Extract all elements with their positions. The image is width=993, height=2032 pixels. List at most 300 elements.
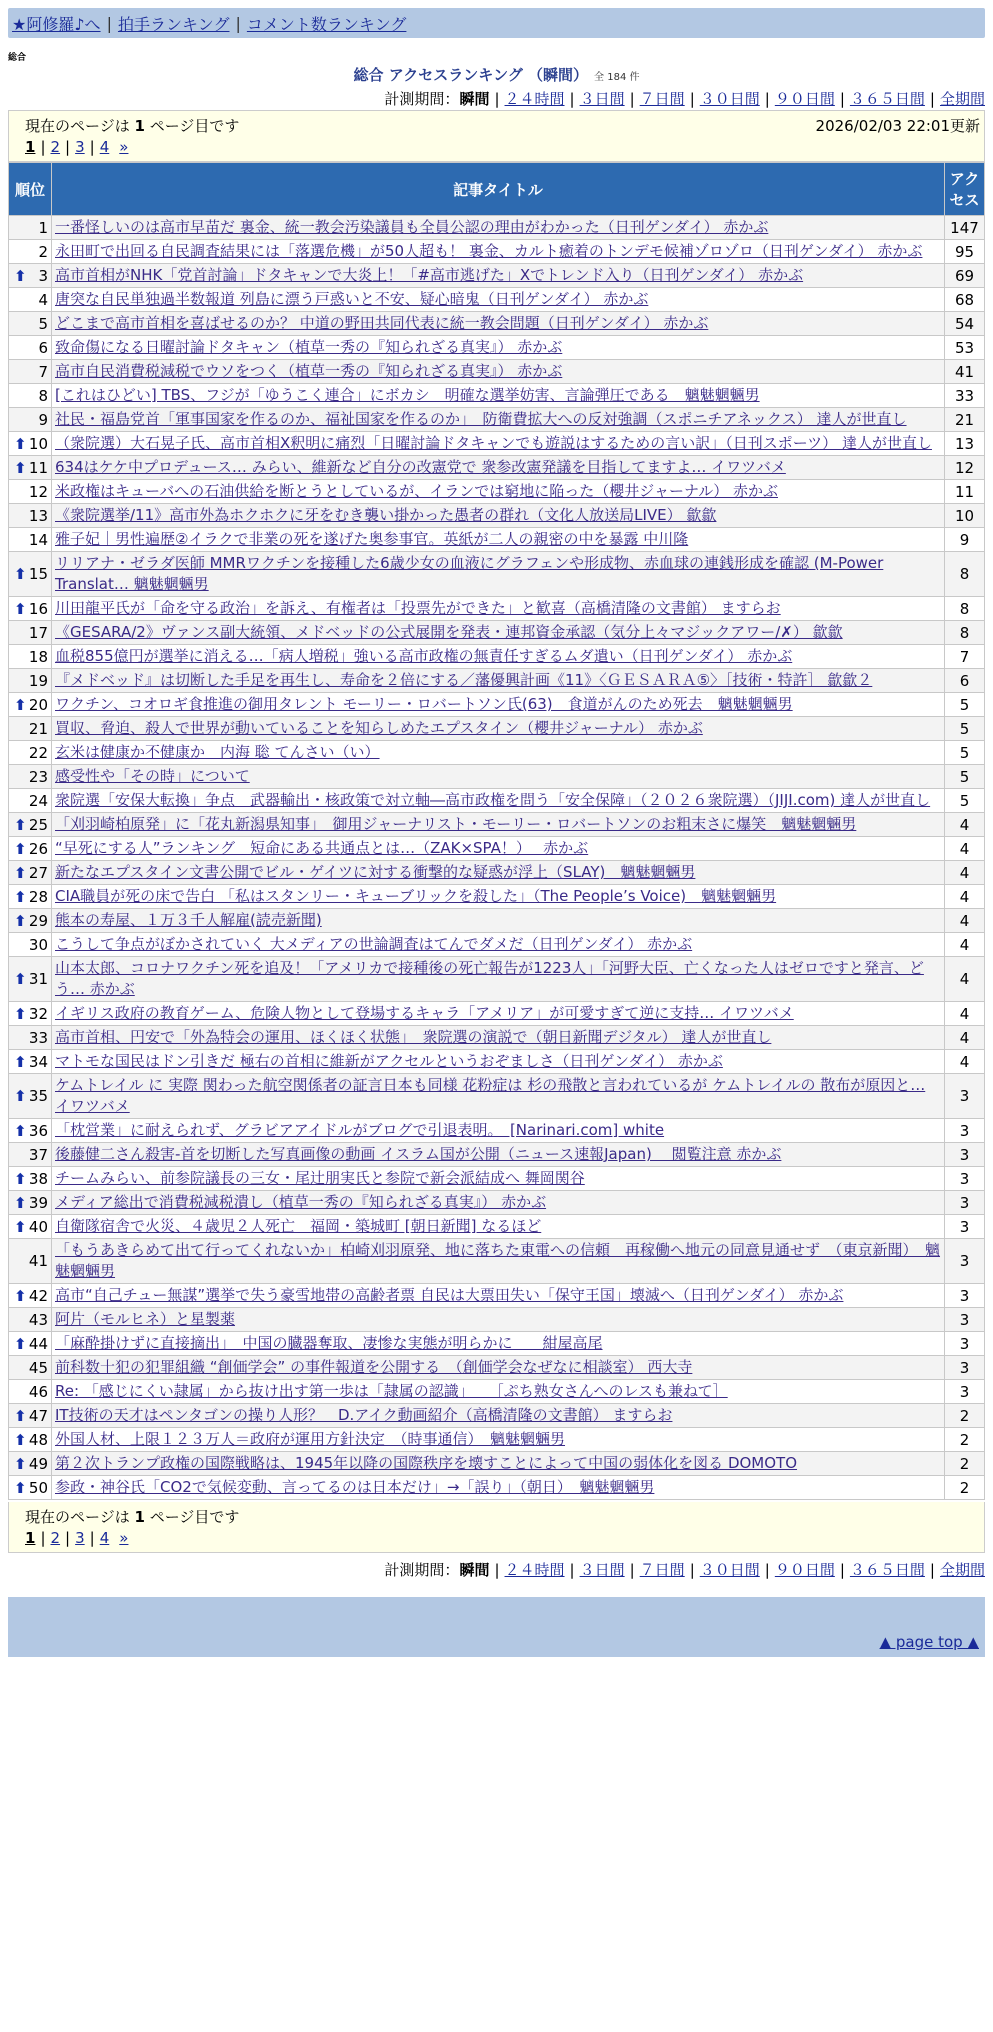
title-cell (52, 789, 945, 813)
title-cell (52, 288, 945, 312)
title-cell (52, 909, 945, 933)
table-row (9, 621, 985, 645)
rank-cell (9, 1026, 52, 1050)
table-row (9, 1167, 985, 1191)
title-cell (52, 885, 945, 909)
table-row (9, 1356, 985, 1380)
access-count: 3 (945, 1380, 985, 1404)
access-count: 9 (945, 528, 985, 552)
rank-cell (9, 669, 52, 693)
article-link[interactable]: 外国人材、上限１２３万人＝政府が運用方針決定 （時事通信） 魑魅魍魎男 (55, 1430, 566, 1448)
rank-up-arrow-icon: ⬆ (14, 599, 27, 618)
period-option[interactable]: 全期間 (939, 90, 985, 108)
article-link[interactable]: 高市首相がNHK「党首討論」ドタキャンで大炎上！「#高市逃げた」Xでトレンド入り（日刊ゲンダイ） 赤かぶ (55, 266, 804, 284)
article-link[interactable]: イギリス政府の教育ゲーム、危険人物として登場するキャラ「アメリア」が可愛すぎて逆に支持… イワツバメ (55, 1004, 794, 1022)
table-row (9, 504, 985, 528)
article-link[interactable]: 「麻酔掛けずに直接摘出」 中国の臓器奪取、凄惨な実態が明らかに 紺屋高尾 (55, 1334, 603, 1352)
period-label: 計測期間： (384, 90, 460, 108)
rank-number: 30 (28, 935, 48, 954)
rank-up-arrow-icon: ⬆ (14, 1004, 27, 1023)
home-link[interactable]: ★阿修羅♪へ (12, 14, 101, 34)
article-link[interactable]: [これはひどい] TBS、フジが「ゆうこく連合」にボカシ 明確な選挙妨害、言論弾圧である 魑魅魍魎男 (55, 386, 760, 404)
title-cell (52, 1050, 945, 1074)
rank-number: 2 (38, 242, 48, 261)
rank-number: 49 (28, 1454, 48, 1473)
access-count: 12 (945, 456, 985, 480)
access-count: 5 (945, 741, 985, 765)
access-count: 54 (945, 312, 985, 336)
table-row (9, 957, 985, 1002)
rank-up-arrow-icon: ⬆ (14, 565, 27, 583)
article-link[interactable]: 参政・神谷氏「CO2で気候変動、言ってるのは日本だけ」→「誤り」（朝日） 魑魅魍魎男 (55, 1478, 655, 1496)
rank-up-arrow-icon: ⬆ (14, 266, 27, 285)
table-row (9, 885, 985, 909)
title-cell (52, 408, 945, 432)
article-link[interactable]: 「枕営業」に耐えられず、グラビアアイドルがブログで引退表明。 [Narinari.com] white (55, 1121, 665, 1139)
article-link[interactable]: 米政権はキューバへの石油供給を断とうとしているが、イランでは窮地に陥った（櫻井ジャーナル） 赤かぶ (55, 482, 778, 500)
title-cell (52, 1332, 945, 1356)
period-option[interactable]: ３６５日間 (849, 1561, 925, 1579)
article-link[interactable]: 川田龍平氏が「命を守る政治」を訴え、有権者は「投票先ができた」と歓喜（高橋清隆の文書館） ますらお (55, 599, 781, 617)
access-count: 4 (945, 957, 985, 1002)
rank-number: 7 (38, 362, 48, 381)
rank-number: 44 (28, 1334, 48, 1353)
rank-cell (9, 336, 52, 360)
article-link[interactable]: 一番怪しいのは高市早苗だ 裏金、統一教会汚染議員も全員公認の理由がわかった（日刊ゲンダイ） 赤かぶ (55, 218, 769, 236)
rank-cell (9, 1074, 52, 1119)
table-row (9, 1452, 985, 1476)
rank-number: 18 (28, 647, 48, 666)
access-count: 8 (945, 621, 985, 645)
article-link[interactable]: CIA職員が死の床で告白 「私はスタンリー・キューブリックを殺した」（The People’s Voice) 魑魅魍魎男 (55, 887, 777, 905)
access-count: 4 (945, 1050, 985, 1074)
rank-cell (9, 1002, 52, 1026)
article-link[interactable]: 熊本の寿屋、１万３千人解雇(読売新聞) (55, 911, 322, 929)
article-link[interactable]: 高市首相、円安で「外為特会の運用、ほくほく状態」 衆院選の演説で（朝日新聞デジタル） 達人が世直し (55, 1028, 772, 1046)
period-option[interactable]: ２４時間 (504, 1561, 565, 1579)
article-link[interactable]: 阿片（モルヒネ）と星製薬 (55, 1310, 236, 1328)
col-rank-header: 順位 (9, 163, 52, 216)
rank-number: 24 (28, 791, 48, 810)
rank-cell (9, 240, 52, 264)
title-cell (52, 1026, 945, 1050)
table-row (9, 480, 985, 504)
access-count: 2 (945, 1404, 985, 1428)
access-count: 4 (945, 933, 985, 957)
page-top-bar (8, 1627, 985, 1657)
table-row (9, 1428, 985, 1452)
rank-cell (9, 1119, 52, 1143)
page-link[interactable]: 3 (75, 138, 85, 156)
article-link[interactable]: メディア総出で消費税減税潰し（植草一秀の『知られざる真実』） 赤かぶ (55, 1193, 547, 1211)
updated-timestamp: 2026/02/03 22:01更新 (815, 116, 980, 135)
article-link[interactable]: 玄米は健康か不健康か 内海 聡 てんさい（い） (55, 743, 380, 761)
page-top-link[interactable]: ▲ page top ▲ (879, 1633, 979, 1651)
ranking-table (8, 162, 985, 1500)
rank-number: 21 (28, 719, 48, 738)
article-link[interactable]: 高市“自己チュー無謀”選挙で失う豪雪地帯の高齢者票 自民は大票田失い「保守王国」壊滅へ（日刊ゲンダイ） 赤かぶ (55, 1286, 844, 1304)
period-option[interactable]: ３日間 (579, 1561, 625, 1579)
article-link[interactable]: 社民・福島党首「軍事国家を作るのか、福祉国家を作るのか」 防衛費拡大への反対強調（スポニチアネックス） 達人が世直し (55, 410, 907, 428)
article-link[interactable]: 『メドベッド』は切断した手足を再生し、寿命を２倍にする／藩優興計画《11》〈ＧＥＳＡＲＡ⑤〉［技術・特許］ 歙歙２ (55, 671, 873, 689)
page-link: 1 (25, 1529, 36, 1547)
rank-up-arrow-icon: ⬆ (14, 1121, 27, 1140)
table-row (9, 1143, 985, 1167)
article-link[interactable]: 「もうあきらめて出て行ってくれないか」柏崎刈羽原発、地に落ちた東電への信頼 再稼働へ地元の同意見通せず （東京新聞） 魑魅魍魎男 (55, 1241, 941, 1280)
table-row (9, 1239, 985, 1284)
table-row (9, 645, 985, 669)
article-link[interactable]: 衆院選「安保大転換」争点 武器輸出・核政策で対立軸―高市政権を問う「安全保障」（２０２６衆院選）（JIJI.com) 達人が世直し (55, 791, 931, 809)
access-count: 95 (945, 240, 985, 264)
title-cell (52, 312, 945, 336)
table-row (9, 789, 985, 813)
rank-up-arrow-icon: ⬆ (14, 815, 27, 834)
title-cell (52, 1143, 945, 1167)
table-row (9, 552, 985, 597)
rank-up-arrow-icon: ⬆ (14, 839, 27, 858)
rank-cell (9, 957, 52, 1002)
table-row (9, 432, 985, 456)
rank-cell (9, 1332, 52, 1356)
access-count: 13 (945, 432, 985, 456)
access-count: 5 (945, 765, 985, 789)
page-separator: | (40, 138, 46, 156)
article-link[interactable]: こうして争点がぼかされていく 大メディアの世論調査はてんでダメだ（日刊ゲンダイ） 赤かぶ (55, 935, 693, 953)
article-link[interactable]: 《衆院選挙/11》高市外為ホクホクに牙をむき襲い掛かった愚者の群れ（文化人放送局LIVE） 歙歙 (55, 506, 717, 524)
access-count: 41 (945, 360, 985, 384)
access-count: 5 (945, 789, 985, 813)
rank-cell (9, 1356, 52, 1380)
access-count: 4 (945, 837, 985, 861)
title-cell (52, 456, 945, 480)
rank-number: 17 (28, 623, 48, 642)
period-option[interactable]: ３０日間 (699, 90, 760, 108)
rank-number: 50 (28, 1478, 48, 1497)
rank-cell (9, 1215, 52, 1239)
access-count: 3 (945, 1191, 985, 1215)
article-link[interactable]: 新たなエプスタイン文書公開でビル・ゲイツに対する衝撃的な疑惑が浮上（SLAY) 魑魅魍魎男 (55, 863, 696, 881)
access-count: 3 (945, 1143, 985, 1167)
rank-number: 22 (28, 743, 48, 762)
rank-cell (9, 216, 52, 240)
title-cell (52, 1002, 945, 1026)
page-separator: | (65, 138, 71, 156)
period-separator: | (839, 90, 845, 108)
period-option[interactable]: 全期間 (939, 1561, 985, 1579)
access-count: 11 (945, 480, 985, 504)
rank-number: 6 (38, 338, 48, 357)
rank-up-arrow-icon: ⬆ (14, 1478, 27, 1497)
rank-up-arrow-icon: ⬆ (14, 434, 27, 453)
article-link[interactable]: 634はケケ中プロデュース… みらい、維新など自分の改憲党で 衆参改憲発議を目指してますよ… イワツバメ (55, 458, 786, 476)
rank-number: 25 (28, 815, 48, 834)
title-cell (52, 1452, 945, 1476)
article-link[interactable]: 後藤健二さん殺害-首を切断した写真画像の動画 イスラム国が公開（ニュース速報Japan) 閲覧注意 赤かぶ (55, 1145, 782, 1163)
page-link[interactable]: 2 (50, 1529, 61, 1547)
table-row (9, 861, 985, 885)
period-option[interactable]: ３６５日間 (849, 90, 925, 108)
table-row (9, 933, 985, 957)
title-cell (52, 621, 945, 645)
rank-number: 45 (28, 1358, 48, 1377)
period-option[interactable]: ３日間 (579, 90, 625, 108)
article-link[interactable]: 致命傷になる日曜討論ドタキャン（植草一秀の『知られざる真実』） 赤かぶ (55, 338, 563, 356)
table-row (9, 240, 985, 264)
rank-cell (9, 432, 52, 456)
rank-cell (9, 1404, 52, 1428)
table-row (9, 336, 985, 360)
access-count: 3 (945, 1308, 985, 1332)
period-option[interactable]: ７日間 (639, 90, 685, 108)
article-link[interactable]: 高市自民消費税減税でウソをつく（植草一秀の『知られざる真実』） 赤かぶ (55, 362, 563, 380)
title-cell (52, 1119, 945, 1143)
page-link[interactable]: 4 (99, 138, 110, 156)
access-count: 8 (945, 597, 985, 621)
article-link[interactable]: 感受性や「その時」について (55, 767, 250, 785)
rank-cell (9, 1191, 52, 1215)
title-cell (52, 504, 945, 528)
access-count: 10 (945, 504, 985, 528)
article-link[interactable]: （衆院選）大石晃子氏、高市首相X釈明に痛烈「日曜討論ドタキャンでも遊説はするための言い訳」（日刊スポーツ） 達人が世直し (55, 434, 932, 452)
title-cell (52, 480, 945, 504)
title-cell (52, 813, 945, 837)
rank-up-arrow-icon: ⬆ (14, 458, 27, 477)
rank-cell (9, 480, 52, 504)
table-row (9, 1308, 985, 1332)
article-link[interactable]: ケムトレイル に 実際 関わった航空関係者の証言日本も同様 花粉症は 杉の飛散と言われているが ケムトレイルの 散布が原因と… イワツバメ (55, 1076, 926, 1115)
rank-number: 34 (28, 1052, 48, 1071)
article-link[interactable]: IT技術の天才はペンタゴンの操り人形？ D.アイク動画紹介（高橋清隆の文書館） ますらお (55, 1406, 673, 1424)
period-option[interactable]: ７日間 (639, 1561, 685, 1579)
period-option[interactable]: ２４時間 (504, 90, 565, 108)
title-cell (52, 1284, 945, 1308)
table-row (9, 1050, 985, 1074)
rank-number: 39 (28, 1193, 48, 1212)
rank-up-arrow-icon: ⬆ (14, 1169, 27, 1188)
next-page-link[interactable]: » (119, 1529, 129, 1547)
table-row (9, 528, 985, 552)
rank-up-arrow-icon: ⬆ (14, 695, 27, 714)
rank-cell (9, 885, 52, 909)
article-link[interactable]: 唐突な自民単独過半数報道 列島に漂う戸惑いと不安、疑心暗鬼（日刊ゲンダイ） 赤かぶ (55, 290, 649, 308)
access-count: 2 (945, 1428, 985, 1452)
title-cell (52, 1167, 945, 1191)
table-row (9, 1119, 985, 1143)
access-count: 5 (945, 693, 985, 717)
pager-links (25, 136, 984, 158)
rank-up-arrow-icon: ⬆ (14, 1430, 27, 1449)
rank-cell (9, 528, 52, 552)
period-selector-bottom (0, 1559, 985, 1579)
rank-cell (9, 1476, 52, 1500)
comment-ranking-link[interactable]: コメント数ランキング (246, 14, 407, 34)
article-link[interactable]: 《GESARA/2》ヴァンス副大統領、メドベッドの公式展開を発表・連邦資金承認（気分上々マジックアワー/✗） 歙歙 (55, 623, 843, 641)
access-count: 4 (945, 909, 985, 933)
title-cell (52, 669, 945, 693)
rank-cell (9, 645, 52, 669)
title-cell (52, 1380, 945, 1404)
rank-number: 32 (28, 1004, 48, 1023)
rank-cell (9, 264, 52, 288)
period-separator: | (494, 1561, 500, 1579)
table-row (9, 360, 985, 384)
rank-cell (9, 504, 52, 528)
table-row (9, 813, 985, 837)
page-link[interactable]: 2 (50, 138, 61, 156)
access-count: 3 (945, 1167, 985, 1191)
article-link[interactable]: 「刈羽崎柏原発」に「花丸新潟県知事」 御用ジャーナリスト・モーリー・ロバートソンのお粗末さに爆笑 魑魅魍魎男 (55, 815, 857, 833)
col-title-header: 記事タイトル (52, 163, 945, 216)
access-count: 2 (945, 1476, 985, 1500)
rank-number: 40 (28, 1217, 48, 1236)
article-link[interactable]: どこまで高市首相を喜ばせるのか？ 中道の野田共同代表に統一教会問題（日刊ゲンダイ） 赤かぶ (55, 314, 709, 332)
period-separator: | (569, 90, 575, 108)
article-link[interactable]: マトモな国民はドン引きだ 極右の首相に維新がアクセルというおぞましさ（日刊ゲンダイ） 赤かぶ (55, 1052, 723, 1070)
title-cell (52, 597, 945, 621)
clap-ranking-link[interactable]: 拍手ランキング (117, 14, 230, 34)
rank-number: 14 (28, 530, 48, 549)
title-cell (52, 240, 945, 264)
rank-cell (9, 789, 52, 813)
rank-up-arrow-icon: ⬆ (14, 1217, 27, 1236)
page-separator: | (40, 1529, 46, 1547)
title-cell (52, 765, 945, 789)
period-separator: | (689, 90, 695, 108)
access-count: 53 (945, 336, 985, 360)
article-link[interactable]: Re: 「感じにくい隷属」から抜け出す第一歩は「隷属の認識」 ［ぷち熟女さんへのレスも兼ねて］ (55, 1382, 728, 1400)
title-cell (52, 1356, 945, 1380)
title-cell (52, 528, 945, 552)
article-link[interactable]: リリアナ・ゼラダ医師 MMRワクチンを接種した6歳少女の血液にグラフェンや形成物、赤血球の連銭形成を確認 (M-Power Translat… 魑魅魍魎男 (55, 554, 884, 593)
title-cell (52, 837, 945, 861)
title-cell (52, 1074, 945, 1119)
period-separator: | (569, 1561, 575, 1579)
article-link[interactable]: 自衛隊宿舎で火災、４歳児２人死亡 福岡・築城町 [朝日新聞] なるほど (55, 1217, 542, 1235)
rank-number: 23 (28, 767, 48, 786)
title-cell (52, 1215, 945, 1239)
rank-number: 48 (28, 1430, 48, 1449)
rank-cell (9, 456, 52, 480)
page-link: 1 (25, 138, 36, 156)
table-row (9, 456, 985, 480)
title-cell (52, 741, 945, 765)
access-count: 21 (945, 408, 985, 432)
rank-number: 16 (28, 599, 48, 618)
rank-number: 26 (28, 839, 48, 858)
title-cell (52, 216, 945, 240)
rank-number: 42 (28, 1286, 48, 1305)
period-option[interactable]: ９０日間 (774, 90, 835, 108)
article-link[interactable]: 買収、脅迫、殺人で世界が動いていることを知らしめたエプスタイン（櫻井ジャーナル） 赤かぶ (55, 719, 703, 737)
page-separator: | (89, 1529, 95, 1547)
rank-up-arrow-icon: ⬆ (14, 1087, 27, 1105)
page-link[interactable]: 3 (75, 1529, 85, 1547)
page-link[interactable]: 4 (99, 1529, 110, 1547)
period-label: 計測期間： (384, 1561, 460, 1579)
article-link[interactable]: ワクチン、コオロギ食推進の御用タレント モーリー・ロバートソン氏(63) 食道がんのため死去 魑魅魍魎男 (55, 695, 793, 713)
rank-cell (9, 288, 52, 312)
article-link[interactable]: 前科数十犯の犯罪組織 “創価学会” の事件報道を公開する （創価学会なぜなに相談室） 西大寺 (55, 1358, 693, 1376)
article-link[interactable]: 第２次トランプ政権の国際戦略は、1945年以降の国際秩序を壊すことによって中国の弱体化を図る DOMOTO (55, 1454, 798, 1472)
total-count: 全 184 件 (594, 72, 640, 83)
rank-up-arrow-icon: ⬆ (14, 1454, 27, 1473)
rank-up-arrow-icon: ⬆ (14, 887, 27, 906)
rank-number: 31 (28, 970, 48, 988)
article-link[interactable]: 血税855億円が選挙に消える…「病人増税」強いる高市政権の無責任すぎるムダ遣い（日刊ゲンダイ） 赤かぶ (55, 647, 793, 665)
genre-label: 総合 (8, 53, 27, 63)
rank-cell (9, 717, 52, 741)
next-page-link[interactable]: » (119, 138, 129, 156)
article-link[interactable]: 山本太郎、コロナワクチン死を追及！「アメリカで接種後の死亡報告が1223人」「河野大臣、亡くなった人はゼロですと発言、どう… 赤かぶ (55, 959, 924, 998)
table-row (9, 1002, 985, 1026)
access-count: 6 (945, 669, 985, 693)
rank-up-arrow-icon: ⬆ (14, 1406, 27, 1425)
table-row (9, 693, 985, 717)
access-count: 2 (945, 1452, 985, 1476)
table-row (9, 669, 985, 693)
rank-cell (9, 408, 52, 432)
rank-cell (9, 1428, 52, 1452)
access-count: 8 (945, 552, 985, 597)
ranking-title: 総合 アクセスランキング （瞬間） (353, 66, 589, 84)
table-row (9, 264, 985, 288)
page-title (0, 64, 993, 84)
page-separator: | (89, 138, 95, 156)
table-row (9, 1191, 985, 1215)
article-link[interactable]: 永田町で出回る自民調査結果には「落選危機」が50人超も！ 裏金、カルト癒着のトンデモ候補ゾロゾロ（日刊ゲンダイ） 赤かぶ (55, 242, 923, 260)
title-cell (52, 1404, 945, 1428)
rank-cell (9, 384, 52, 408)
rank-up-arrow-icon: ⬆ (14, 1193, 27, 1212)
table-row (9, 1404, 985, 1428)
title-cell (52, 1239, 945, 1284)
period-option[interactable]: ３０日間 (699, 1561, 760, 1579)
rank-cell (9, 1239, 52, 1284)
period-separator: | (689, 1561, 695, 1579)
top-nav-bar (8, 8, 985, 38)
period-separator: | (764, 1561, 770, 1579)
article-link[interactable]: チームみらい、前参院議長の三女・尾辻朋実氏と参院で新会派結成へ 舞岡関谷 (55, 1169, 585, 1187)
article-link[interactable]: 雅子妃｜男性遍歴②イラクで非業の死を遂げた奥参事官。英紙が二人の親密の中を暴露 中川隆 (55, 530, 689, 548)
rank-cell (9, 693, 52, 717)
table-row (9, 288, 985, 312)
period-option[interactable]: ９０日間 (774, 1561, 835, 1579)
table-row (9, 1476, 985, 1500)
title-cell (52, 1428, 945, 1452)
table-row (9, 909, 985, 933)
table-row (9, 216, 985, 240)
access-count: 3 (945, 1356, 985, 1380)
period-separator: | (629, 1561, 635, 1579)
title-cell (52, 552, 945, 597)
pager-box-bottom (8, 1502, 985, 1553)
period-separator: | (764, 90, 770, 108)
rank-up-arrow-icon: ⬆ (14, 1052, 27, 1071)
pager-links (25, 1527, 984, 1549)
table-row (9, 597, 985, 621)
period-separator: | (494, 90, 500, 108)
rank-number: 5 (38, 314, 48, 333)
rank-cell (9, 1167, 52, 1191)
access-count: 4 (945, 861, 985, 885)
title-cell (52, 432, 945, 456)
article-link[interactable]: “早死にする人”ランキング 短命にある共通点とは…（ZAK×SPA！） 赤かぶ (55, 839, 589, 857)
current-page-text: 現在のページは 1 ページ目です (25, 116, 240, 135)
rank-cell (9, 765, 52, 789)
rank-number: 29 (28, 911, 48, 930)
rank-number: 36 (28, 1121, 48, 1140)
rank-number: 12 (28, 482, 48, 501)
